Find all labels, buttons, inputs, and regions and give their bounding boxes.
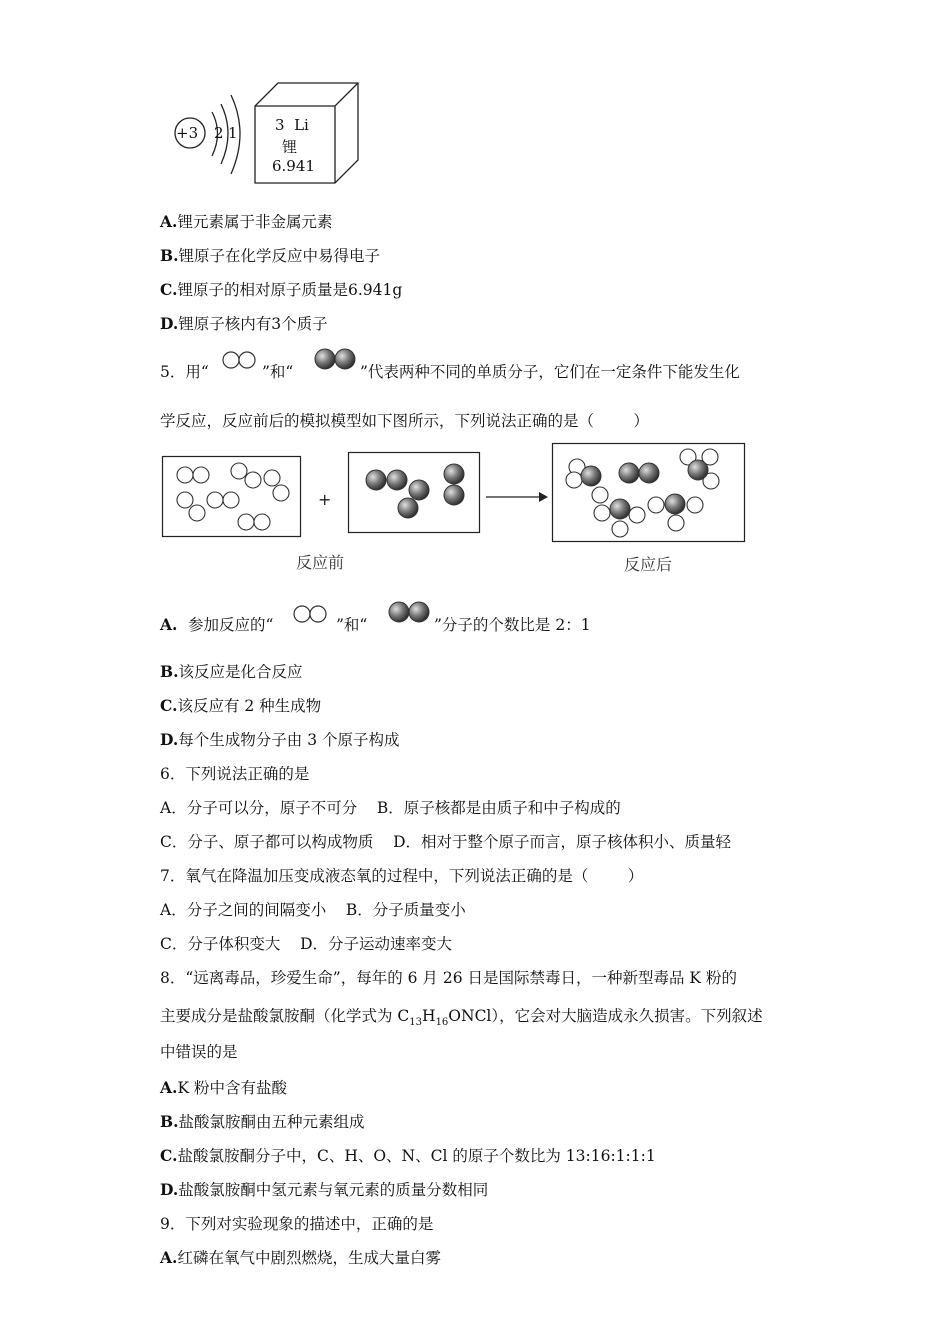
reaction-plus-sign: + [318,490,332,509]
white-molecule-icon [222,350,258,370]
gray-molecule-icon [314,348,360,370]
white-molecule-icon-option [293,604,329,624]
reaction-before-white-box [162,456,302,538]
q5-stem-line2: 学反应，反应前后的模拟模型如下图所示，下列说法正确的是（ ） [160,412,649,430]
q5-option-a-part1: 参加反应的“ [188,616,274,634]
q8-stem-line1: 8．“远离毒品，珍爱生命”，每年的 6 月 26 日是国际禁毒日，一种新型毒品 K 粉的 [160,969,737,987]
q5-stem-part2: ”和“ [262,363,294,381]
q4-option-b: B.锂原子在化学反应中易得电子 [160,246,381,265]
cell-atomic-mass: 6.941 [272,157,315,175]
q5-option-a-part3: ”分子的个数比是 2：1 [434,616,591,634]
shell-2-electrons: 1 [228,124,238,142]
nucleus-charge: +3 [176,124,199,142]
q6-options-row1: A．分子可以分，原子不可分 B．原子核都是由质子和中子构成的 [160,799,621,817]
q4-option-d: D.锂原子核内有3个质子 [160,314,328,333]
q5-option-a-part2: ”和“ [336,616,368,634]
after-label: 反应后 [624,555,673,574]
q8-option-c: C.盐酸氯胺酮分子中，C、H、O、N、Cl 的原子个数比为 13:16:1:1:1 [160,1146,656,1165]
reaction-after-box [552,443,746,543]
q9-option-a: A.红磷在氧气中剧烈燃烧，生成大量白雾 [160,1248,441,1267]
gray-molecule-icon-option [388,601,434,623]
q7-options-row1: A．分子之间的间隔变小 B．分子质量变小 [160,901,466,919]
cell-element-name: 锂 [282,138,298,156]
reaction-before-gray-box [348,452,481,534]
q6-options-row2: C．分子、原子都可以构成物质 D．相对于整个原子而言，原子核体积小、质量轻 [160,833,731,851]
q6-stem: 6．下列说法正确的是 [160,765,310,783]
q8-option-b: B.盐酸氯胺酮由五种元素组成 [160,1112,365,1131]
q5-stem-part3: ”代表两种不同的单质分子，它们在一定条件下能发生化 [360,363,740,381]
q4-option-a: A.锂元素属于非金属元素 [160,212,333,231]
shell-1-electrons: 2 [214,124,224,142]
q5-option-a-letter: A. [160,615,178,634]
cell-number-symbol: 3 Li [275,116,309,134]
q5-stem-part1: 5．用“ [160,363,209,381]
q8-option-d: D.盐酸氯胺酮中氢元素与氧元素的质量分数相同 [160,1180,489,1199]
q5-option-d: D.每个生成物分子由 3 个原子构成 [160,730,400,749]
q8-stem-line2: 主要成分是盐酸氯胺酮（化学式为 $C_{13}H_{16}ONCl$），它会对大脑造成永久损害。下列叙述 [160,1007,763,1029]
q5-option-c: C.该反应有 2 种生成物 [160,696,322,715]
q4-option-c: C.锂原子的相对原子质量是6.941g [160,280,403,299]
q8-option-a: A.K 粉中含有盐酸 [160,1078,287,1097]
q8-stem-line3: 中错误的是 [160,1043,238,1061]
before-label: 反应前 [296,553,345,572]
q9-stem: 9．下列对实验现象的描述中，正确的是 [160,1215,434,1233]
reaction-arrow [486,490,550,504]
q7-options-row2: C．分子体积变大 D．分子运动速率变大 [160,935,452,953]
q7-stem: 7．氧气在降温加压变成液态氧的过程中，下列说法正确的是（ ） [160,867,644,885]
q5-option-b: B.该反应是化合反应 [160,662,303,681]
